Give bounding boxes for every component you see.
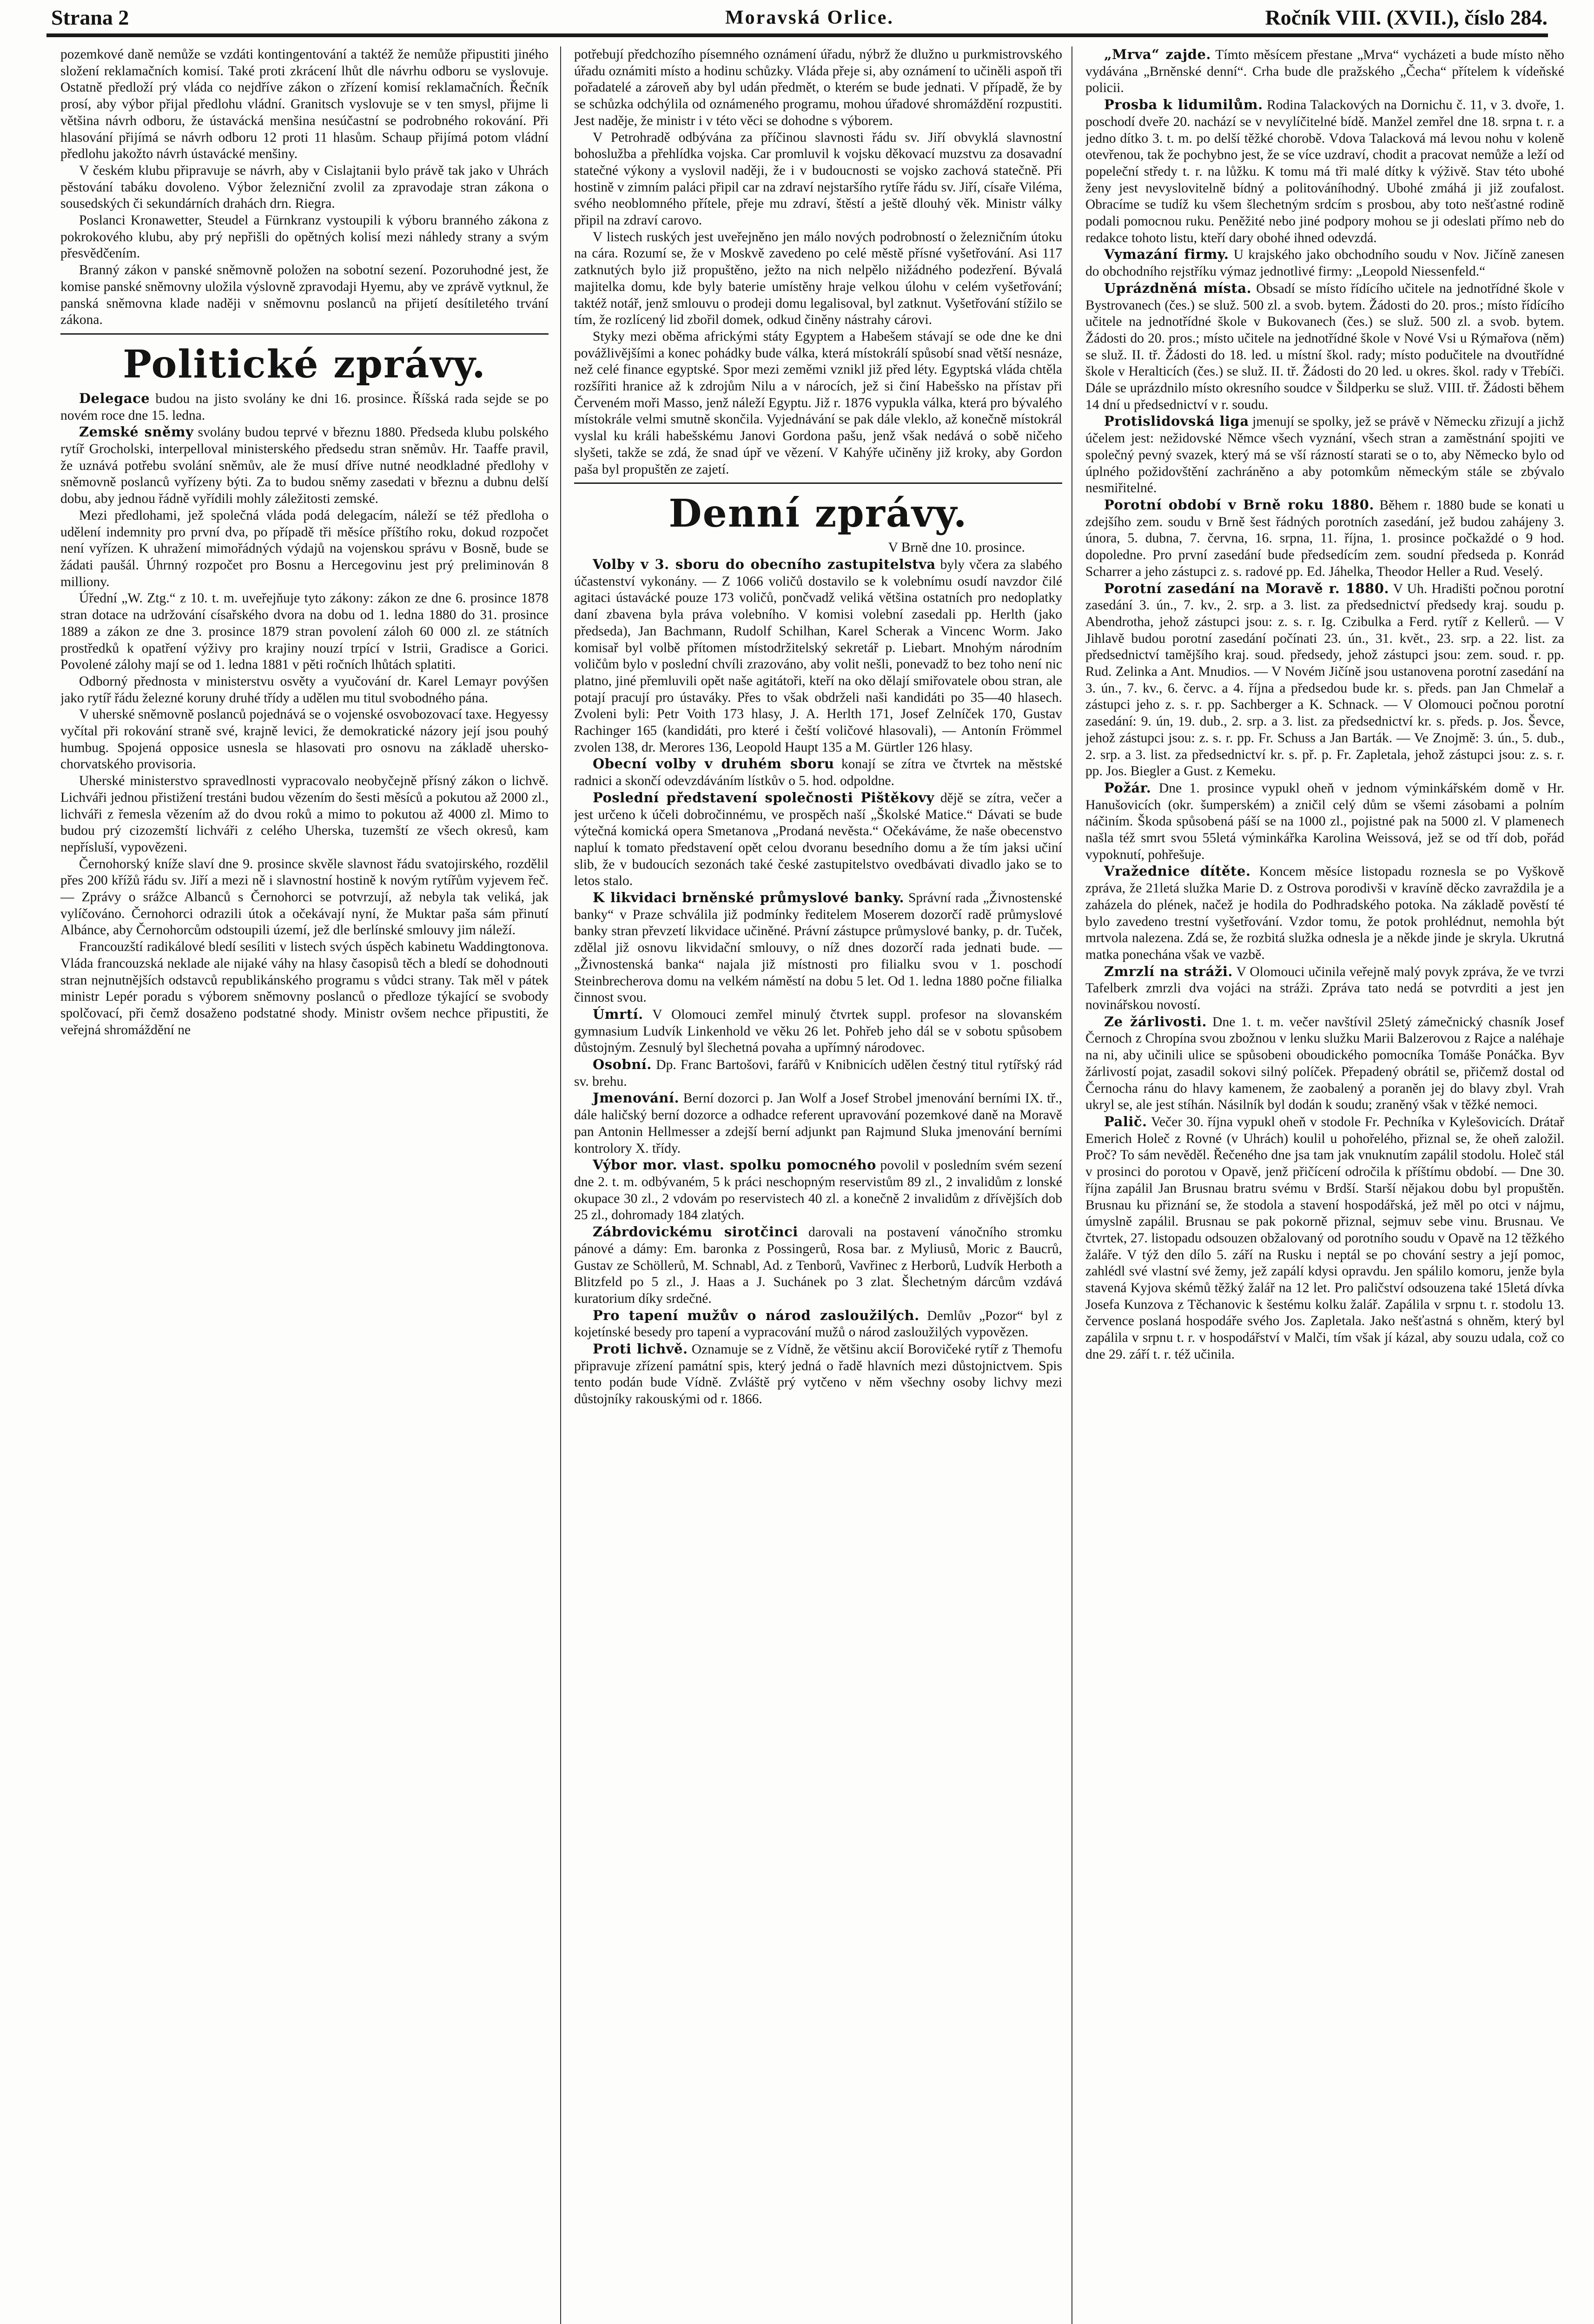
news-item bbox=[574, 1056, 1062, 1090]
news-item bbox=[1085, 964, 1564, 1014]
news-item bbox=[574, 1341, 1062, 1408]
news-heading: Uprázdněná místa. bbox=[1104, 280, 1252, 296]
news-heading: Vražednice dítěte. bbox=[1104, 863, 1251, 879]
news-item bbox=[1085, 1014, 1564, 1114]
news-text: Večer 30. října vypukl oheň v stodole Fr. Pechníka v Kylešovicích. Drátař Emerich Holeč z Rovné (v Uhrách) koulil u pohořelého, přiznal se, že oheň založil. Proč? To sám nevěděl. Řečeného dne jsa tam jak vnuknutím zapálil stodolu. Holeč stál v prosinci do porotou v Opavě, jenž přičícení odročila k příštímu období. — Dne 30. října zapálil Jan Brusnau bratru svému v Brdší. Starší nějakou dobu byl propuštěn. Brusnau ku přiznání se, že stodola a stavení hospodářská, jež měl po otci v nájmu, úmyslně zapálil. Brusnau se pak pokorně přiznal, sejmuv sebe vinu. Brusnau. Ve čtvrtek, 27. listopadu odsouzen obžalovaný od porotního soudu v Opavě na 12 těžkého žaláře. V týž den dílo 5. září na Rusku i neptál se po chování sestry a její pomoc, zahlédl své vlastní své žemy, jež zapálí kdysi opravdu. Jen spálilo komoru, jenže byla stavená Kyjova skémů těžký žalář na 12 let. Pro paličství odsouzena také 15letá dívka Josefa Kunzova z Těchanovic k šestému kolku žalář. Zapálila v srpnu t. r. stodolu 13. července poslaná hospodáře svého Jos. Zapletala. Jako nešťastná s ohněm, který byl zapálila v srpnu t. r. v hospodářství v Malči, tím však jí kázal, aby souzu udala, což co dne 29. září t. r. též učinila. bbox=[1085, 1115, 1564, 1362]
news-item bbox=[574, 756, 1062, 789]
news-text: Dne 1. prosince vypukl oheň v jednom výminkářském domě v Hr. Hanušovicích (okr. šumperském) a zničil celý dům se všemi zásobami a polním náčiním. Škoda spůsobená páší se na 1000 zl., pojistné pak na 5000 zl. V plamenech našla též smrt svou 55letá výminkářka Karolina Weissová, jež se od tří dob, pořád vypoknutí, pohřešuje. bbox=[1085, 780, 1564, 862]
masthead: Moravská Orlice. bbox=[725, 7, 894, 28]
dateline: V Brně dne 10. prosince. bbox=[888, 540, 1025, 555]
news-item bbox=[1085, 246, 1564, 280]
news-item bbox=[1085, 1114, 1564, 1363]
news-heading: Palič. bbox=[1104, 1114, 1147, 1129]
section-separator bbox=[574, 482, 1062, 484]
news-item bbox=[574, 1006, 1062, 1056]
news-text: Během r. 1880 bude se konati u zdejšího zem. soudu v Brně šest řádných porotních zasedání, jež budou zahájeny 3. února, 5. dubna, 7. června, 16. srpna, 11. října, 1. prosince počkaždé o 9 hod. dopoledne. Pro první zasedání bude předsedícím zem. soudní předseda p. Konrád Scharrer a jeho zástupci z. s. radové pp. Ed. Jáhelka, Theodor Heller a Rud. Veselý. bbox=[1085, 497, 1564, 579]
news-text: budou na jisto svolány ke dni 16. prosince. Říšská rada sejde se po novém roce dne 15. ledna. bbox=[60, 391, 549, 423]
news-heading: Jmenování. bbox=[593, 1090, 680, 1106]
news-item bbox=[574, 890, 1062, 1006]
page-number: Strana 2 bbox=[51, 6, 129, 29]
news-text: jmenují se spolky, jež se právě v Německu zřizují a jichž účelem jest: nežidovské Němce všech vyznání, všech stran a zaměstnání spojiti ve společný pevný svazek, který má se vší rázností starati se o to, aby Německo bylo od úplného požidovštění zachráněno a aby potomkům německým stále se zbývalo nesmiřitelné. bbox=[1085, 414, 1564, 496]
column-divider bbox=[560, 46, 561, 2324]
issue-info: Ročník VIII. (XVII.), číslo 284. bbox=[1265, 6, 1548, 29]
news-item bbox=[1085, 780, 1564, 864]
news-item: Francouzští radikálové bledí sesíliti v listech svých úspěch kabinetu Waddingtonova. Vláda francouzská neklade ale nijaké váhy na hlasy časopisů těch a bledí se dohodnouti stran nejnutnějších odstavců republikánského programu s vůdci strany. Tak měl v pátek ministr Lepér poradu s výborem sněmovny poslanců o předloze týkající se svobody spolčovací, při čemž dosaženo podstatné shody. Ministr ovšem nechce připustiti, že veřejná shromáždění ne bbox=[60, 939, 549, 1037]
news-heading: Volby v 3. sboru do obecního zastupitelstva bbox=[593, 556, 936, 572]
news-text: V Olomouci učinila veřejně malý povyk zpráva, že ve tvrzi Tafelberk zmrzli dva vojáci na stráži. Zpráva tato nedá se potvrditi a jest jen novinářskou novostí. bbox=[1085, 964, 1564, 1013]
news-item bbox=[1085, 581, 1564, 780]
news-text: Tímto měsícem přestane „Mrva“ vycházeti a bude místo něho vydávána „Brněnské denní“. Crha bude dle pražského „Čecha“ přítelem k vídeňské policii. bbox=[1085, 47, 1564, 96]
news-item: Uherské ministerstvo spravedlnosti vypracovalo neobyčejně přísný zákon o lichvě. Lichváři jednou přistižení trestáni budou vězením do šesti měsíců a pokutou až 2000 zl., lichváři z řemesla vězením až do dvou roků a mimo to pokutou až 4000 zl. Mimo to budou prý cizozemští lichváři z celého Uherska, tuzemští ze všech okresů, kam nepřísluší, vypovězeni. bbox=[60, 773, 549, 855]
news-item: Černohorský kníže slaví dne 9. prosince skvěle slavnost řádu svatojirského, rozdělil přes 200 křížů řádu sv. Jiří a mezi ně i slavnostní hostině k novým rytířům vyjevem řeč. — Zprávy o srážce Albanců s Černohorci se potvrzují, až nebyla tak veliká, jak vylíčováno. Černohorci odrazili útok a očekávají nyní, že Muktar paša sám přinutí Albánce, aby Černohorcům odstoupili území, jež dle berlínské smlouvy jim náleží. bbox=[60, 856, 549, 938]
news-heading: Zemské sněmy bbox=[79, 424, 194, 440]
news-text: Berní dozorci p. Jan Wolf a Josef Strobel jmenování berními IX. tř., dále haličský berní dozorce a odhadce referent upravování pozemkové daně na Moravě pan Antonin Hellmesser a zdejší berní adjunkt pan Rajmund Sluka jmenování berními kontrolory X. třídy. bbox=[574, 1091, 1062, 1156]
news-text: svolány budou teprvé v březnu 1880. Předseda klubu polského rytíř Grocholski, interpelloval ministerského předsedu stran sněmův. Hr. Taaffe pravil, že uznává potřebu svolání sněmův, ale že musí dříve nutné neodkladné předlohy v sněmovně poslanců vyřízeny býti. Za to budou sněmy zasedati v březnu a dubnu delší dobu, aby jednou řádně vyřídili mohly záležitosti zemské. bbox=[60, 425, 549, 507]
section-title-political: Politické zprávy. bbox=[123, 342, 486, 387]
section-separator bbox=[60, 333, 549, 335]
news-heading: Osobní. bbox=[593, 1056, 652, 1073]
news-text: Správní rada „Živnostenské banky“ v Praze schválila již podmínky ředitelem Moserem dozorčí radě průmyslové banky stran převzetí likvidace učiněné. Právní zástupce průmyslové banky, p. dr. Tuček, zdělal již osnovu likvidační smlouvy, o níž dnes dozorčí rada jednati bude. — „Živnostenská banka“ najala již místnosti pro filialku svou v 1. poschodí Steinbrecherova domu na velkém náměstí na dobu 5 let. Od 1. ledna 1880 počne filialka činnost svou. bbox=[574, 891, 1062, 1005]
news-text: Rodina Talackových na Dornichu č. 11, v 3. dvoře, 1. poschodí dveře 20. nachází se v nevylíčitelné bídě. Manžel zemřel dne 18. srpna t. r. a jedno dítko 3. t. m. po delší těžké chorobě. Vdova Talacková má levou nohu v koleně otevřenou, tak že pochybno jest, že se více uzdraví, chodit a pracovat nemůže a leží od popeleční středy t. r. na lůžku. K tomu má tři malé dítky k výživě. Stav této ubohé ženy jest nevyslovitelně bídný a politováníhodný. Ubohé zmáhá ji již zoufalost. Obracíme se tudíž ku všem šlechetným srdcím s prosbou, aby toto nešťastné rodině podali pomocnou ruku. Peněžité nebo jiné podpory mohou se ji odeslati přímo neb do redakce tohoto listu, kteří dary obohé ihned odevzdá. bbox=[1085, 98, 1564, 245]
column-divider bbox=[1071, 46, 1072, 2324]
news-heading: Porotní období v Brně roku 1880. bbox=[1104, 496, 1374, 513]
news-item bbox=[1085, 497, 1564, 581]
news-heading: Poslední představení společnosti Pištěkovy bbox=[593, 789, 935, 805]
news-heading: „Mrva“ zajde. bbox=[1104, 46, 1211, 62]
column-2 bbox=[574, 46, 1062, 2324]
news-text: byly včera za slabého účastenství vykonány. — Z 1066 voličů dostavilo se k volebnímu osudí navzdor čilé agitaci ústavácké pouze 173 voličů, pončvadž veliká většina ostatních pro nedoplatky daní zbavena byla práva volebního. V komisi volební zasedali pp. Herlth (jako předseda), Jan Bachmann, Rudolf Schilhan, Karel Scherak a Vincenc Worm. Jako komisař byl volbě přítomen místodržitelský sekretář p. Liebart. Mnohým národním voličům bylo v poslední chvíli zrazováno, aby volit nešli, ponevadž to bez toho není nic platno, jiné přemluvili opět naše agitátoři, kteří na oko dělají smiřovatele obou stran, ale potají pracují pro ústaváky. Přes to však obdrželi naši kandidáti po 35—40 hlasech. Zvoleni byli: Petr Voith 173 hlasy, J. A. Herlth 171, Josef Zelníček 170, Gustav Rachinger 165 (kandidáti, pro které i čeští voličové hlasovali), — Antonín Frömmel zvolen 138, dr. Merores 136, Leopold Haupt 135 a M. Gürtler 126 hlasy. bbox=[574, 557, 1062, 755]
news-item bbox=[574, 1090, 1062, 1157]
news-heading: Proti lichvě. bbox=[593, 1341, 688, 1357]
news-text: V Olomouci zemřel minulý čtvrtek suppl. profesor na slovanském gymnasium Ludvík Linkenhold ve věku 26 let. Pohřeb jeho dál se v sobotu spůsobem důstojným. Zesnulý byl šlechetná povaha a upřímný národovec. bbox=[574, 1007, 1062, 1056]
news-item bbox=[60, 390, 549, 424]
news-item: Mezi předlohami, jež společná vláda podá delegacím, náleží se též předloha o udělení indemnity pro první dva, po případě tři měsíce příštího roku, dokud rozpočet není vyřízen. K uhražení mimořádných výdajů na vojenskou správu v Bosně, bude se žádati paušál. Úhrnný rozpočet pro Bosnu a Hercegovinu jest prý preliminován 8 milliony. bbox=[60, 508, 549, 589]
article-paragraph: Styky mezi oběma africkými státy Egyptem a Habešem stávají se ode dne ke dni povážlivějšími a konec pohádky bude válka, která místokrálí spůsobí snad větší nesnáze, než celé finance egyptské. Spor mezi zeměmi vznikl již před léty. Egyptská vláda chtěla rozšířiti hranice až k zdrojům Nilu a v nárocích, jež si činí Habešsko na přístav při Červeném moři Masso, jenž náleží Egyptu. Již r. 1876 vypukla válka, která pro bývalého místokrále velmi smutně skončila. Vyjednávání se pak dále vleklo, až konečně místokrál vyslal ku králi habešskému Janovi Gordona pašu, jenž však nedává o sobě ničeho slyšeti, takže se zdá, že snad úpř ve vězení. V Kahýře učiněny již kroky, aby Gordon paša byl propuštěn ze zajetí. bbox=[574, 329, 1062, 477]
header-rule bbox=[46, 33, 1548, 37]
news-text: Dne 1. t. m. večer navštívil 25letý zámečnický chasník Josef Černoch z Chropína svou zbožnou v lenku služku Marii Balzerovou z Rajce a naléhaje na ni, aby učinili ulice se spůsobeni oboudického pomocníka Tomáše Ponáčka. Byv žárlivostí pojat, zasadil sokovi silný políček. Přepadený obrátil se, přičemž dostal od Černocha ránu do hlavy kamenem, že zaobalený a poraněn jej do blavy zbyl. Vrah ukryl se, ale jest stíhán. Násilník byl dodán k soudu; zraněný však v těžké nemoci. bbox=[1085, 1014, 1564, 1113]
news-heading: K likvidaci brněnské průmyslové banky. bbox=[593, 890, 904, 906]
article-paragraph: V Petrohradě odbývána za příčinou slavnosti řádu sv. Jiří obvyklá slavnostní bohoslužba a přehlídka vojska. Car promluvil k vojsku děkovací muzstvu za dosavadní statečné výkony a vyslovil naději, že i v budoucnosti se vojsko zachová statečně. Při hostině v zimním paláci připil car na zdraví nejstaršího rytíře řádu sv. Jiří, císaře Viléma, svého neoblomného přítele, přeje mu zdraví, štěstí a ještě dlouhý věk. Ministr války připil na zdraví carovo. bbox=[574, 130, 1062, 228]
column-1 bbox=[60, 46, 549, 2324]
news-heading: Požár. bbox=[1104, 779, 1151, 796]
news-item bbox=[574, 790, 1062, 890]
news-heading: Ze žárlivosti. bbox=[1104, 1013, 1207, 1030]
news-item bbox=[574, 1307, 1062, 1341]
news-heading: Pro tapení mužův o národ zasloužilých. bbox=[593, 1307, 919, 1323]
news-item bbox=[1085, 863, 1564, 963]
news-heading: Zmrzlí na stráži. bbox=[1104, 963, 1233, 979]
news-item bbox=[60, 424, 549, 508]
news-item bbox=[1085, 97, 1564, 246]
news-item: Úřední „W. Ztg.“ z 10. t. m. uveřejňuje tyto zákony: zákon ze dne 6. prosince 1878 stran dotace na udržování císařského dvora na dobu od 1. ledna 1880 do 31. prosince 1889 a zákon ze dne 3. prosince 1879 stran povolení záloh 60 000 zl. ze státních prostředků k opatření výživy pro krajiny nouzí trpící v Istrii, Gradisce a Gorici. Povolené zálohy mají se od 1. ledna 1881 v pěti ročních lhůtách splatiti. bbox=[60, 591, 549, 673]
column-3 bbox=[1085, 46, 1564, 2324]
news-text: konají se zítra ve čtvrtek na městské radnici a skončí odevzdáváním lístkův o 5. hod. odpoldne. bbox=[574, 757, 1062, 789]
news-heading: Úmrtí. bbox=[593, 1006, 643, 1022]
article-paragraph: Branný zákon v panské sněmovně položen na sobotní sezení. Pozoruhodné jest, že komise panské sněmovny uložila výslovně zpravodaji Hyemu, aby ve zprávě vytknul, že panská sněmovna klade naději v sněmovnu poslanců na přijetí desítiletého trvání zákona. bbox=[60, 263, 549, 328]
news-item bbox=[1085, 413, 1564, 497]
news-item bbox=[574, 1157, 1062, 1224]
news-text: V Uh. Hradišti počnou porotní zasedání 3. ún., 7. kv., 2. srp. a 3. list. za předsednictví předsedy kraj. soudu p. Abendrotha, jehož zástupci jsou: z. s. r. Ig. Czibulka a Ferd. rytíř z Kellerů. — V Jihlavě budou porotní zasedání počínati 23. ún., 31. květ., 23. srp. a 22. list. za předsednictví tamějšího kraj. soud. předsedy, jehož zástupci jsou: zem. soud. r. pp. Rud. Zelinka a Ant. Mnudios. — V Novém Jičíně jsou ustanovena porotní zasedání na 3. ún., 7. kv., 6. červc. a 4. října a předsedou bude kr. s. předs. pan Jan Chmelař a zástupci jeho z. s. r. pp. Sachberger a K. Schnack. — V Olomouci počnou porotní zasedání: 9. ún, 19. dub., 2. srp. a 3. list. za předsednictví kr. s. předs. p. Jos. Ševce, jehož zástupci jsou: z. s. r. pp. Fr. Schuss a Jan Barták. — Ve Znojmě: 3. ún., 5. dub., 2. srp. a 3. list. za předsednictví kr. s. př. p. Fr. Zapletala, jehož zástupci jsou: z. s. r. pp. Jos. Biegler a Gust. z Kemeku. bbox=[1085, 581, 1564, 779]
news-text: Koncem měsíce listopadu roznesla se po Vyškově zpráva, že 21letá služka Marie D. z Ostrova porodivši v kravíně děcko zavraždila je a zaházela do plének, načež je hodila do Podhradského potoka. Na základě pověstí té bylo zavedeno trestní vyšetřování. Vzdor tomu, že potok prohlédnut, nemohla být mrtvola nalezena. Zdá se, že rozbitá služka odnesla je a někde jinde je skryla. Ukrutná matka ponechána však ve vazbě. bbox=[1085, 864, 1564, 962]
news-heading: Výbor mor. vlast. spolku pomocného bbox=[593, 1157, 876, 1173]
article-paragraph: pozemkové daně nemůže se vzdáti kontingentování a taktéž že nemůže připustiti jiného složení reklamačních komisí. Také proti zkrácení lhůt dle návrhu odboru se vyslovuje. Ostatně předloží prý vláda co nejdříve zákon o zřízení komisí reklamačních. Řečník prosí, aby výbor přijal předlohu vládní. Granitsch vyslovuje se v ten smysl, přijme li většina návrh odboru, že ústavácká menšina nesúčastní se podrobného rokování. Při hlasování přijímá se návrh odboru 12 proti 11 hlasům. Schaup přijímá potom vládní předlohu jakožto návrh ústavácké menšiny. bbox=[60, 47, 549, 162]
news-heading: Protislidovská liga bbox=[1104, 413, 1249, 429]
news-heading: Porotní zasedání na Moravě r. 1880. bbox=[1104, 580, 1389, 596]
news-item bbox=[574, 1224, 1062, 1307]
news-text: Obsadí se místo řídícího učitele na jednotřídné škole v Bystrovanech (čes.) se služ. 500 zl. a svob. bytem. Žádosti do 20. pros.; místo řídícího učitele na jednotřídné škole v Bukovanech (čes.) se služ. 500 zl. a svob. bytem. Žádosti do 20. pros.; místo učitele na jednotřídné škole v Nové Vsi u Rýmařova (něm) se služ. II. tř. Žádosti do 18. led. u místní škol. rady; místo podučitele na dvoutřídné škole v Heralticích (čes.) se služ. II. tř. Žádosti do 20 led. u okres. škol. rady v Třebíči. Dále se uprázdnilo místo okresního soudce v Šildperku se služ. VIII. tř. Žádosti během 14 dní u předsednictví v r. soudu. bbox=[1085, 281, 1564, 412]
article-paragraph: V listech ruských jest uveřejněno jen málo nových podrobností o železničním útoku na cára. Rozumí se, že v Moskvě zavedeno po celé městě přísné vyšetřování. Asi 117 zatknutých bylo již propuštěno, ježto na nich nelpělo nižádného podezření. Bývalá majitelka domu, kde byly baterie umístěny hraje velkou úlohu v celém vyšetřování; taktéž notář, jenž smlouvu o prodeji domu legalisoval, byl zatknut. Vyšetřování stížilo se tím, že rozlícený lid zbořil domek, odkud činěny nástrahy cárovi. bbox=[574, 229, 1062, 328]
news-text: povolil v posledním svém sezení dne 2. t. m. odbývaném, 5 k práci neschopným reservistům 89 zl., 2 invalidům z lonské okupace 30 zl., 2 vdovám po reservistech 40 zl. a konečně 2 invalidům z dřívějších dob 25 zl., dohromady 184 zlatých. bbox=[574, 1158, 1062, 1223]
news-item bbox=[1085, 280, 1564, 414]
news-text: dějě se zítra, večer a jest určeno k účeli dobročinnému, ve prospěch naší „Školské Matice.“ Dávati se bude výtečná komická opera Smetanova „Prodaná nevěsta.“ Očekáváme, že naše obecenstvo napluí k tomato představení opět celou dvoranu besedního domu a že tím jaksi učiní slib, že v budoucích sezonách také české zastupitelstvo ovedbávati divadlo jako se to letos stalo. bbox=[574, 790, 1062, 889]
news-heading: Prosba k lidumilům. bbox=[1104, 97, 1263, 113]
news-text: U krajského jako obchodního soudu v Nov. Jičíně zanesen do obchodního rejstříku výmaz jednotlivé firmy: „Leopold Niessenfeld.“ bbox=[1085, 247, 1564, 279]
news-text: Demlův „Pozor“ byl z kojetínské besedy pro tapení a vypracování mužů o národ zasloužilých vypovězen. bbox=[574, 1308, 1062, 1340]
article-paragraph: potřebují předchozího písemného oznámení úřadu, nýbrž že dlužno u purkmistrovského úřadu oznámiti místo a hodinu schůzky. Vláda přeje si, aby oznámení to učiněli aspoň tři pořadatelé a zároveň aby byl udán předmět, o kterém se bude jednati. V případě, že by se schůzka odchýlila od oznámeného programu, mohou úřadové shromáždění rozpustiti. Jest naděje, že ministr i v této věci se dohodne s výborem. bbox=[574, 47, 1062, 128]
article-paragraph: V českém klubu připravuje se návrh, aby v Cislajtanii bylo právě tak jako v Uhrách pěstování tabáku dovoleno. Výbor železniční zvolil za zpravodaje stran zákona o sousedských či sekundárních drahách drn. Riegra. bbox=[60, 163, 549, 211]
news-item: V uherské sněmovně poslanců pojednává se o vojenské osvobozovací taxe. Hegyessy vyčítal při rokování straně své, krajně levici, že demokratické názory její jsou pouhý humbug. Spojená opposice usnesla se hlasovati pro osnovu na základě uhersko-chorvatského provisoria. bbox=[60, 707, 549, 772]
news-heading: Zábrdovickému sirotčinci bbox=[593, 1224, 798, 1240]
news-item bbox=[1085, 46, 1564, 97]
news-item: Odborný přednosta v ministerstvu osvěty a vyučování dr. Karel Lemayr povýšen jako rytíř řádu železné koruny druhé třídy a udělen mu titul svobodného pána. bbox=[60, 673, 549, 706]
news-text: Dp. Franc Bartošovi, farářů v Knibnicích udělen čestný titul rytířský rád sv. brehu. bbox=[574, 1057, 1062, 1089]
news-item bbox=[574, 556, 1062, 756]
news-heading: Delegace bbox=[79, 390, 150, 406]
news-text: darovali na postavení vánočního stromku pánové a dámy: Em. baronka z Possingerů, Rosa bar. z Myliusů, Moric z Baucrů, Gustav ze Schöllerů, M. Schnabl, Ad. z Tenborů, Vavřinec z Herborů, Ludvík Herboth a Blitzfeld po 5 zl., J. Haas a J. Suchánek po 3 zlat. Šlechetným dárcům vzdává kuratorium díky srdečné. bbox=[574, 1225, 1062, 1306]
news-text: Oznamuje se z Vídně, že většinu akcií Borovičeké rytíř z Themofu připravuje zřízení památní spis, který jedná o řadě hlavních mezi důstojnictvem. Spis tento podán bude Vídně. Zvláště prý vytčeno v něm všechny osoby lichvy mezi důstojníky rakouskými od r. 1866. bbox=[574, 1342, 1062, 1407]
section-title-daily: Denní zprávy. bbox=[668, 491, 968, 536]
article-paragraph: Poslanci Kronawetter, Steudel a Fürnkranz vystoupili k výboru branného zákona z pokrokového klubu, aby prý nepřišli do opětných kolisí mezi náhledy strany a svým přesvědčením. bbox=[60, 213, 549, 261]
news-heading: Vymazání firmy. bbox=[1104, 246, 1229, 263]
news-heading: Obecní volby v druhém sboru bbox=[593, 756, 834, 772]
